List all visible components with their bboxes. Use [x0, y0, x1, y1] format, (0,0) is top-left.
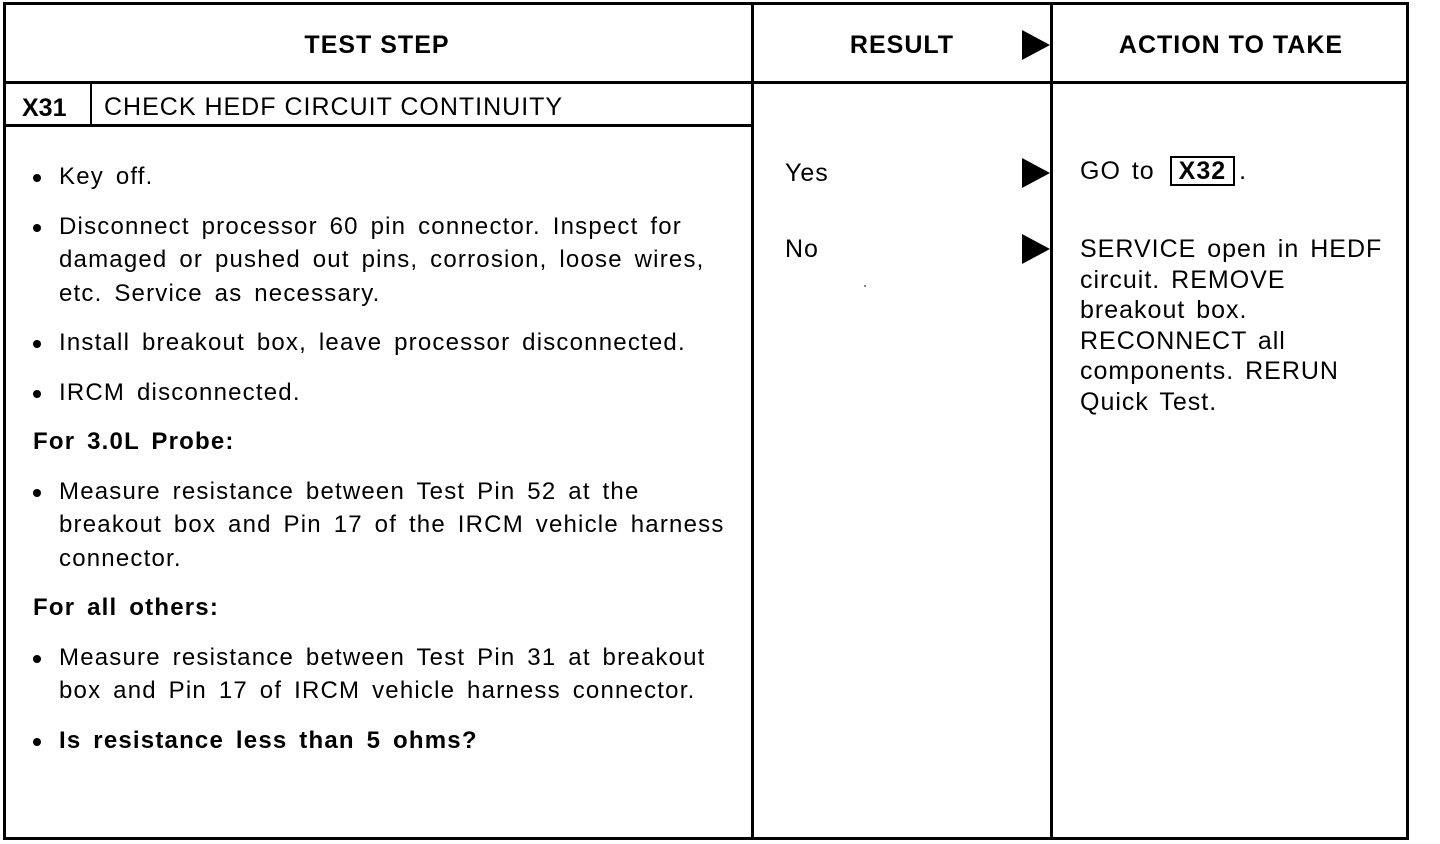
bullet-icon	[33, 738, 41, 746]
list-item: IRCM disconnected.	[33, 376, 733, 410]
bullet-icon	[33, 390, 41, 398]
test-step-content	[33, 160, 733, 773]
no-arrow-icon	[1022, 234, 1050, 264]
column-divider-1	[751, 2, 754, 840]
bullet-icon	[33, 224, 41, 232]
goto-step-link[interactable]: X32	[1170, 156, 1235, 186]
scan-speck	[864, 285, 866, 287]
subheading-probe: For 3.0L Probe:	[33, 428, 235, 455]
list-item: Measure resistance between Test Pin 31 at breakout box and Pin 17 of IRCM vehicle harness connector.	[33, 641, 733, 708]
header-action: ACTION TO TAKE	[1118, 31, 1344, 59]
subheading-others: For all others:	[33, 594, 220, 621]
question-item: Is resistance less than 5 ohms?	[33, 724, 733, 758]
bullet-icon	[33, 489, 41, 497]
bullet-icon	[33, 340, 41, 348]
step-title: CHECK HEDF CIRCUIT CONTINUITY	[104, 93, 564, 121]
bullet-icon	[33, 655, 41, 663]
action-no: SERVICE open in HEDF circuit. REMOVE breakout box. RECONNECT all components. RERUN Quick Test.	[1080, 235, 1383, 416]
step-id: X31	[22, 94, 67, 122]
list-item: Disconnect processor 60 pin connector. Inspect for damaged or pushed out pins, corrosion, loose wires, etc. Service as necessary.	[33, 210, 733, 311]
header-divider	[3, 81, 1409, 84]
action-yes: GO to X32 .	[1080, 157, 1248, 185]
yes-arrow-icon	[1022, 158, 1050, 188]
list-item: Measure resistance between Test Pin 52 at the breakout box and Pin 17 of the IRCM vehicle harness connector.	[33, 475, 733, 576]
bullet-icon	[33, 174, 41, 182]
header-result: RESULT	[849, 31, 955, 59]
column-divider-2	[1050, 2, 1053, 840]
header-arrow-icon	[1022, 30, 1050, 60]
step-id-divider	[90, 84, 92, 126]
result-yes: Yes	[785, 159, 829, 187]
step-title-divider	[3, 124, 753, 127]
header-test-step: TEST STEP	[304, 31, 450, 59]
list-item: Key off.	[33, 160, 733, 194]
result-no: No	[785, 235, 819, 263]
list-item: Install breakout box, leave processor disconnected.	[33, 326, 733, 360]
